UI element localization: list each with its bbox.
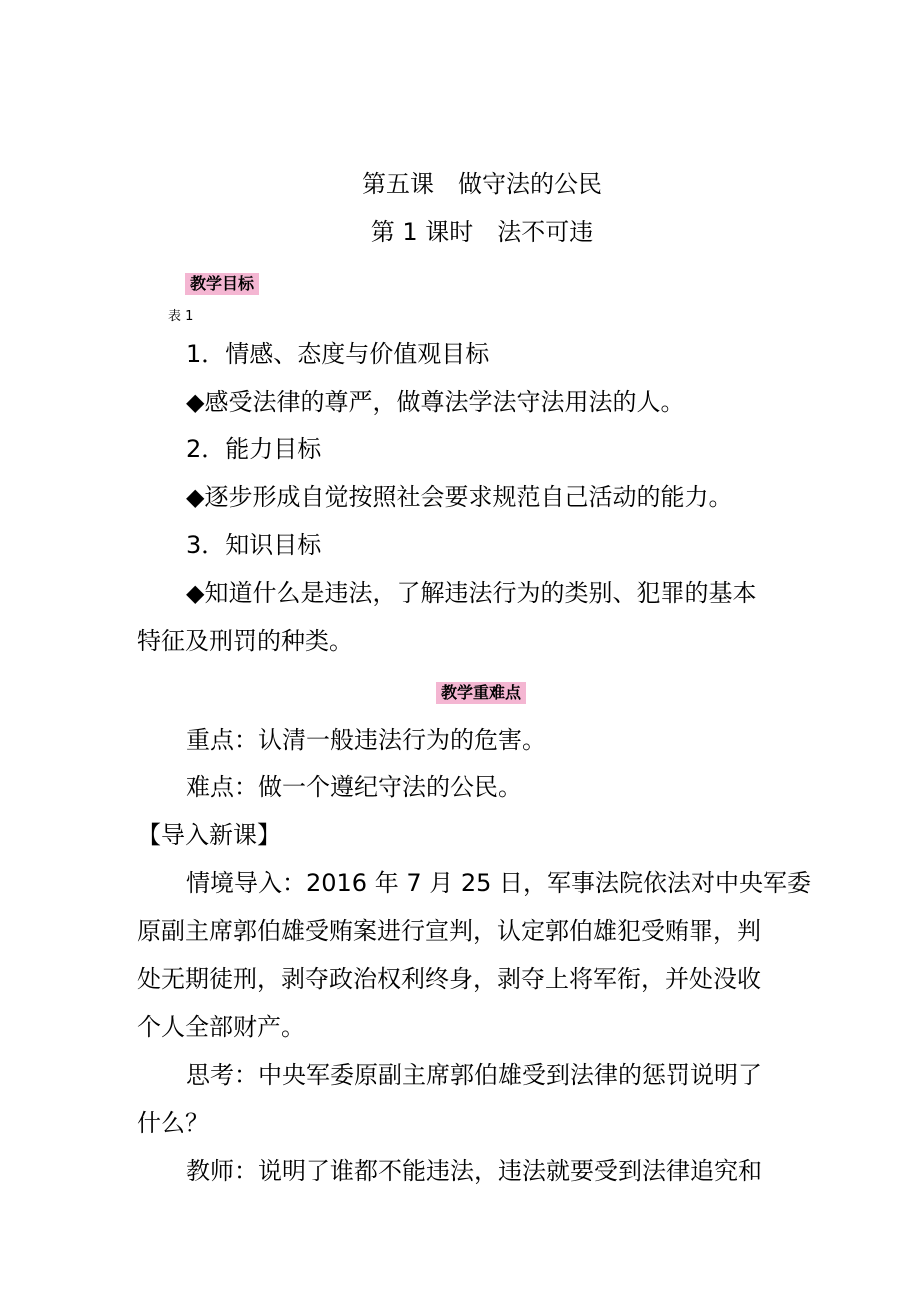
teaching-goals-tag: 教学目标: [185, 273, 259, 295]
goal-ability-heading: 2．能力目标: [186, 435, 322, 463]
goal-emotion-heading: 1．情感、态度与价值观目标: [186, 340, 490, 368]
goal-emotion-detail: ◆感受法律的尊严，做尊法学法守法用法的人。: [186, 388, 685, 416]
question-line: 思考：中央军委原副主席郭伯雄受到法律的惩罚说明了: [186, 1061, 762, 1089]
scenario-line: 情境导入：2016 年 7 月 25 日，军事法院依法对中央军委: [186, 869, 812, 897]
difficult-point: 难点：做一个遵纪守法的公民。: [186, 773, 522, 801]
goal-ability-detail: ◆逐步形成自觉按照社会要求规范自己活动的能力。: [186, 483, 733, 511]
lesson-title: 第五课 做守法的公民: [362, 170, 602, 198]
period-title: 第 1 课时 法不可违: [370, 218, 594, 246]
key-point: 重点：认清一般违法行为的危害。: [186, 726, 546, 754]
scenario-line: 个人全部财产。: [137, 1013, 305, 1041]
scenario-line: 原副主席郭伯雄受贿案进行宣判，认定郭伯雄犯受贿罪，判: [137, 917, 761, 945]
intro-heading: 【导入新课】: [137, 821, 281, 849]
question-line: 什么？: [137, 1109, 209, 1137]
teacher-line: 教师：说明了谁都不能违法，违法就要受到法律追究和: [186, 1157, 762, 1185]
key-difficult-points-tag: 教学重难点: [436, 682, 526, 704]
scenario-line: 处无期徒刑，剥夺政治权利终身，剥夺上将军衔，并处没收: [137, 965, 761, 993]
goal-knowledge-detail-continued: 特征及刑罚的种类。: [137, 627, 353, 655]
goal-knowledge-detail: ◆知道什么是违法，了解违法行为的类别、犯罪的基本: [186, 579, 757, 607]
table-caption: 表 1: [168, 309, 194, 324]
goal-knowledge-heading: 3．知识目标: [186, 531, 322, 559]
